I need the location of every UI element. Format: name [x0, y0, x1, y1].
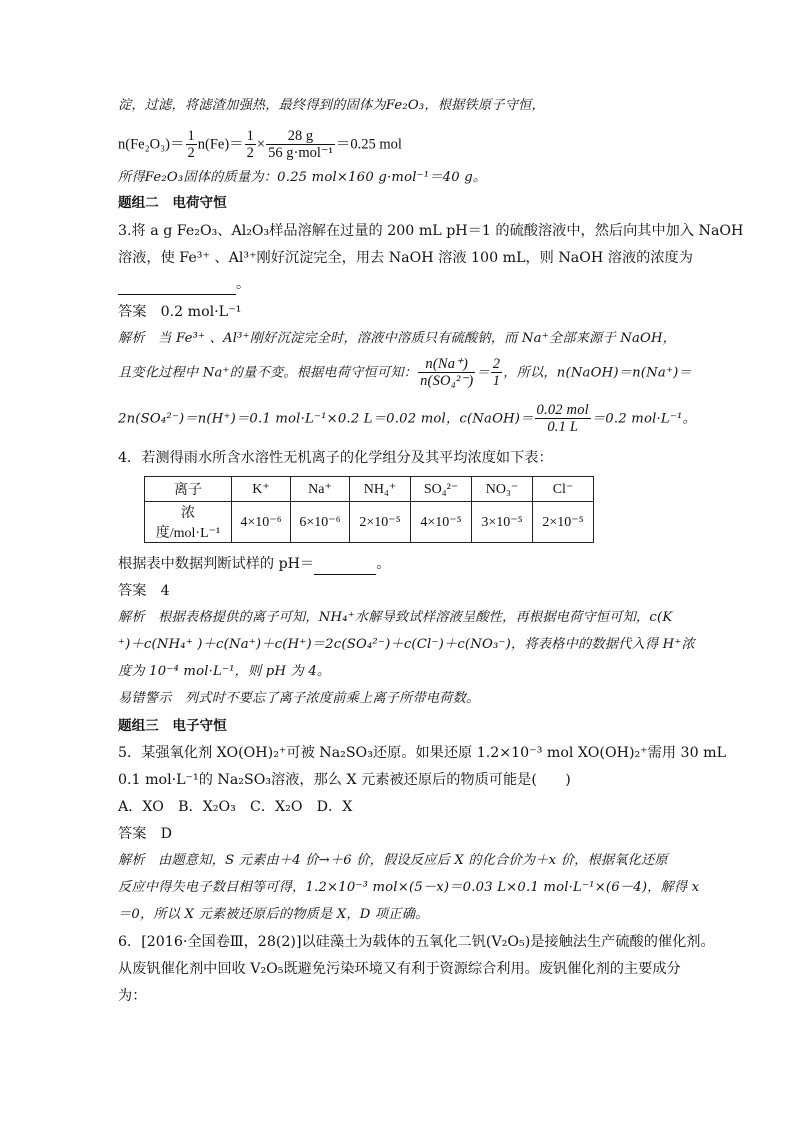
section-heading: 题组二 电荷守恒 — [118, 195, 227, 211]
solution-text-line: ⁺)＋c(NH₄⁺ )＋c(Na⁺)＋c(H⁺)＝2c(SO₄²⁻)＋c(Cl⁻)＋c(NO₃⁻)，将表格中的数据代入得 H⁺浓 — [118, 637, 695, 652]
ion-concentration-table — [144, 476, 594, 543]
table-header-row — [145, 477, 594, 502]
table-cell: Cl⁻ — [533, 477, 594, 502]
table-cell: 离子 — [145, 477, 232, 502]
solution-text-line: 解析 根据表格提供的离子可知，NH₄⁺水解导致试样溶液呈酸性，再根据电荷守恒可知，c(K — [118, 610, 673, 625]
formula-lhs: n(Fe₂O₃)＝ — [118, 136, 185, 153]
section-heading: 题组三 电子守恒 — [118, 718, 227, 734]
fraction: $\frac{28 g}{\text{56 g·mol⁻¹}}$ — [268, 128, 333, 161]
question-text-line: 溶液，使 Fe³⁺ 、Al³⁺刚好沉淀完全，用去 NaOH 溶液 100 mL，则 NaOH 溶液的浓度为 — [118, 250, 693, 266]
solution-formula-line: 且变化过程中 Na⁺的量不变。根据电荷守恒可知： $\frac{n(Na^+)}{\text{n(SO₄²⁻)}}$ ＝ $\frac{2}{1}$ ，所以，n(NaOH)＝n(Na⁺)＝ — [118, 356, 692, 389]
answer-line: 答案 D — [118, 826, 172, 842]
fraction: $\frac{1}{2}$ — [246, 128, 254, 161]
question-text-line: 0.1 mol·L⁻¹的 Na₂SO₃溶液，那么 X 元素被还原后的物质可能是( ) — [118, 772, 571, 788]
answer-options: A．XO B．X₂O₃ C．X₂O D．X — [118, 799, 353, 815]
fraction: $\frac{n(Na^+)}{\text{n(SO₄²⁻)}}$ — [420, 356, 474, 389]
answer-line: 答案 4 — [118, 583, 170, 599]
table-cell: 2×10⁻⁵ — [350, 502, 411, 543]
table-cell: Na⁺ — [291, 477, 350, 502]
table-cell: 2×10⁻⁵ — [533, 502, 594, 543]
question-text-line: 5．某强氧化剂 XO(OH)₂⁺可被 Na₂SO₃还原。如果还原 1.2×10⁻³ mol XO(OH)₂⁺需用 30 mL — [118, 745, 726, 761]
table-cell: 6×10⁻⁶ — [291, 502, 350, 543]
question-text-line: 6．[2016·全国卷Ⅲ，28(2)]以硅藻土为载体的五氧化二钒(V₂O₅)是接触法生产硫酸的催化剂。 — [118, 934, 715, 950]
solution-formula-line: 2n(SO₄²⁻)＝n(H⁺)＝0.1 mol·L⁻¹×0.2 L＝0.02 mol，c(NaOH)＝ $\frac{\text{0.02 mol}}{0.1 L}$ ＝0.2 mol·L⁻¹。 — [118, 402, 696, 435]
fraction: $\frac{2}{1}$ — [492, 356, 501, 389]
table-cell: 浓度/mol·L⁻¹ — [145, 502, 232, 543]
question-text-line: 3.将 a g Fe₂O₃、Al₂O₃样品溶解在过量的 200 mL pH＝1 的硫酸溶液中，然后向其中加入 NaOH — [118, 223, 744, 239]
solution-text-line: ＝0，所以 X 元素被还原后的物质是 X，D 项正确。 — [118, 907, 429, 922]
table-cell: NO₃⁻ — [472, 477, 533, 502]
question-text-line: 从废钒催化剂中回收 V₂O₅既避免污染环境又有利于资源综合利用。废钒催化剂的主要成分 — [118, 961, 681, 977]
table-cell: 4×10⁻⁵ — [411, 502, 472, 543]
formula-line: n(Fe₂O₃)＝ $\frac{1}{2}$ n(Fe)＝ $\frac{1}{2}$ × $\frac{28 g}{\text{56 g·mol⁻¹}}$ ＝0.25 mol — [118, 128, 402, 161]
table-cell: K⁺ — [232, 477, 291, 502]
answer-blank — [118, 274, 236, 295]
table-cell: 3×10⁻⁵ — [472, 502, 533, 543]
table-cell: SO₄²⁻ — [411, 477, 472, 502]
table-cell: 4×10⁻⁶ — [232, 502, 291, 543]
question-text-line: 为： — [118, 988, 147, 1004]
answer-line: 答案 0.2 mol·L⁻¹ — [118, 304, 242, 320]
answer-blank — [314, 554, 376, 575]
table-cell: NH₄⁺ — [350, 477, 411, 502]
solution-text-line: 所得Fe₂O₃固体的质量为：0.25 mol×160 g·mol⁻¹＝40 g。 — [118, 170, 487, 185]
solution-text-line: 度为 10⁻⁴ mol·L⁻¹，则 pH 为 4。 — [118, 664, 331, 679]
solution-text-line: 解析 当 Fe³⁺ 、Al³⁺刚好沉淀完全时，溶液中溶质只有硫酸钠，而 Na⁺全部来源于 NaOH， — [118, 331, 677, 346]
fraction: $\frac{\text{0.02 mol}}{0.1 L}$ — [536, 402, 589, 435]
table-row — [145, 502, 594, 543]
fraction: $\frac{1}{2}$ — [187, 128, 195, 161]
solution-text-line: 淀，过滤，将滤渣加强热，最终得到的固体为Fe₂O₃，根据铁原子守恒， — [118, 98, 545, 113]
question-blank-line: 根据表中数据判断试样的 pH＝ 。 — [118, 554, 390, 575]
solution-text-line: 反应中得失电子数目相等可得，1.2×10⁻³ mol×(5－x)＝0.03 L×0.1 mol·L⁻¹×(6－4)，解得 x — [118, 880, 700, 895]
question-blank-line: 。 — [118, 274, 250, 295]
solution-text-line: 解析 由题意知，S 元素由＋4 价→＋6 价，假设反应后 X 的化合价为＋x 价，根据氧化还原 — [118, 853, 668, 868]
warning-note: 易错警示 列式时不要忘了离子浓度前乘上离子所带电荷数。 — [118, 691, 480, 706]
question-text-line: 4．若测得雨水所含水溶性无机离子的化学组分及其平均浓度如下表： — [118, 450, 553, 466]
